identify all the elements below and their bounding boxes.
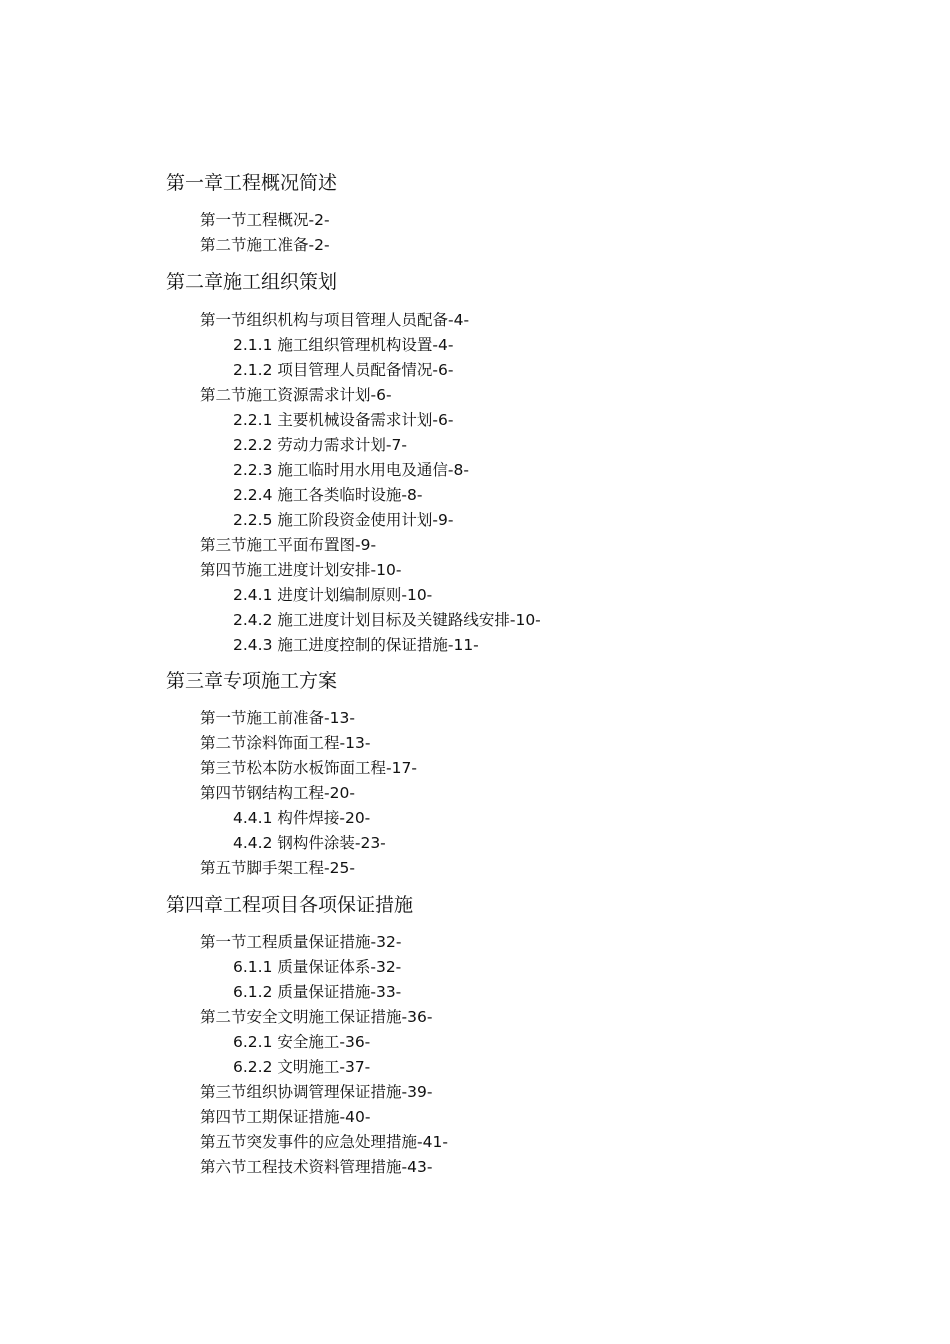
toc-subsection-entry: 2.2.5 施工阶段资金使用计划-9-: [233, 511, 454, 529]
toc-chapter-entry: 第一章工程概况简述: [166, 172, 338, 194]
toc-subsection-entry: 2.4.3 施工进度控制的保证措施-11-: [233, 636, 479, 654]
toc-subsection-entry: 4.4.1 构件焊接-20-: [233, 809, 371, 827]
toc-section-entry: 第二节涂料饰面工程-13-: [200, 734, 371, 752]
toc-chapter-entry: 第三章专项施工方案: [166, 670, 338, 692]
toc-section-entry: 第一节工程概况-2-: [200, 211, 330, 229]
toc-subsection-entry: 2.2.3 施工临时用水用电及通信-8-: [233, 461, 469, 479]
toc-section-entry: 第六节工程技术资料管理措施-43-: [200, 1158, 433, 1176]
toc-section-entry: 第四节钢结构工程-20-: [200, 784, 355, 802]
toc-section-entry: 第一节工程质量保证措施-32-: [200, 933, 402, 951]
toc-subsection-entry: 2.4.2 施工进度计划目标及关键路线安排-10-: [233, 611, 541, 629]
toc-section-entry: 第四节施工进度计划安排-10-: [200, 561, 402, 579]
toc-chapter-entry: 第二章施工组织策划: [166, 271, 338, 293]
toc-subsection-entry: 2.2.2 劳动力需求计划-7-: [233, 436, 407, 454]
toc-section-entry: 第二节安全文明施工保证措施-36-: [200, 1008, 433, 1026]
toc-section-entry: 第三节组织协调管理保证措施-39-: [200, 1083, 433, 1101]
toc-section-entry: 第一节组织机构与项目管理人员配备-4-: [200, 311, 470, 329]
toc-section-entry: 第五节突发事件的应急处理措施-41-: [200, 1133, 448, 1151]
toc-section-entry: 第五节脚手架工程-25-: [200, 859, 355, 877]
toc-subsection-entry: 2.2.4 施工各类临时设施-8-: [233, 486, 423, 504]
toc-section-entry: 第一节施工前准备-13-: [200, 709, 355, 727]
toc-subsection-entry: 6.1.1 质量保证体系-32-: [233, 958, 402, 976]
toc-subsection-entry: 2.1.2 项目管理人员配备情况-6-: [233, 361, 454, 379]
toc-section-entry: 第三节施工平面布置图-9-: [200, 536, 377, 554]
toc-subsection-entry: 4.4.2 钢构件涂装-23-: [233, 834, 386, 852]
toc-section-entry: 第四节工期保证措施-40-: [200, 1108, 371, 1126]
toc-subsection-entry: 2.4.1 进度计划编制原则-10-: [233, 586, 433, 604]
toc-subsection-entry: 6.2.2 文明施工-37-: [233, 1058, 371, 1076]
toc-subsection-entry: 2.2.1 主要机械设备需求计划-6-: [233, 411, 454, 429]
toc-subsection-entry: 6.2.1 安全施工-36-: [233, 1033, 371, 1051]
toc-section-entry: 第三节松本防水板饰面工程-17-: [200, 759, 417, 777]
toc-section-entry: 第二节施工准备-2-: [200, 236, 330, 254]
toc-chapter-entry: 第四章工程项目各项保证措施: [166, 894, 414, 916]
toc-subsection-entry: 2.1.1 施工组织管理机构设置-4-: [233, 336, 454, 354]
toc-section-entry: 第二节施工资源需求计划-6-: [200, 386, 392, 404]
toc-subsection-entry: 6.1.2 质量保证措施-33-: [233, 983, 402, 1001]
